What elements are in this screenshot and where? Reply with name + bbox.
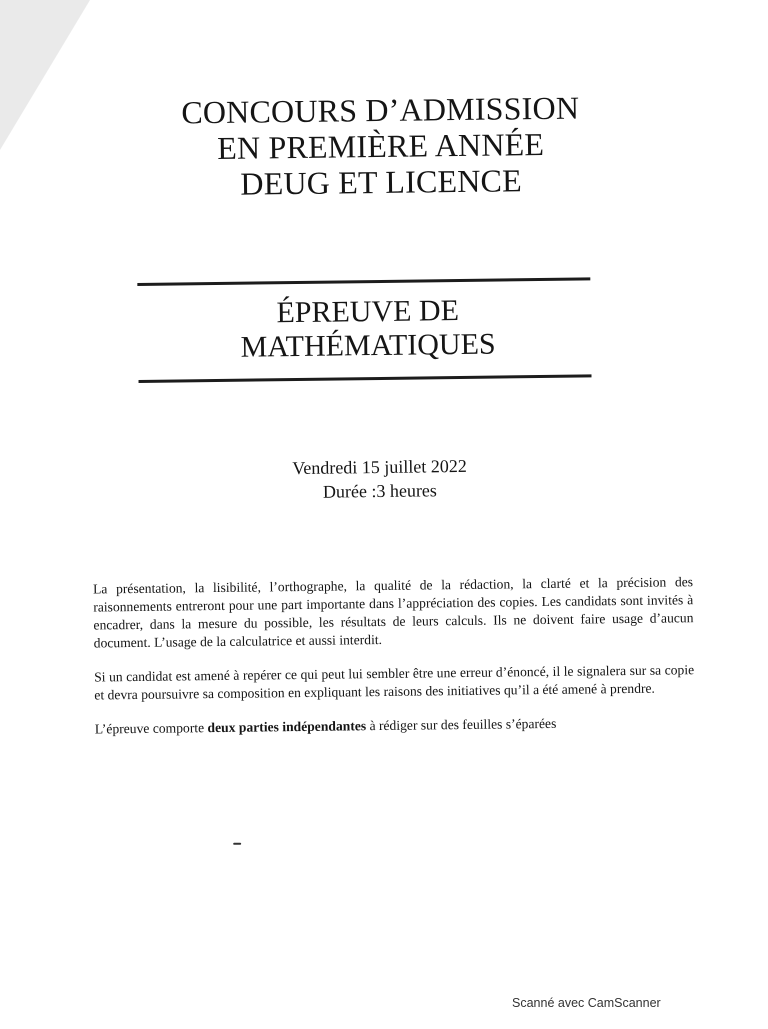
paragraph-3-suffix: à rédiger sur des feuilles s’éparées (366, 715, 557, 734)
camscanner-watermark: Scanné avec CamScanner (512, 996, 661, 1010)
heading-line-1: CONCOURS D’ADMISSION (181, 89, 580, 131)
top-divider-rule (137, 277, 590, 286)
heading-line-2: EN PREMIÈRE ANNÉE (216, 125, 545, 166)
instructions-paragraph-1: La présentation, la lisibilité, l’orthographe, la qualité de la rédaction, la clarté et la précision des raisonnements entreront pour une part importante dans l’appréciation des copies. Les candidats sont invités à encadrer, dans la mesure du possible, les résultats de leurs calculs. Ils ne doivent faire usage d’aucun document. L’usage de la calculatrice et aussi interdit. (92, 574, 694, 651)
instructions-paragraph-2: Si un candidat est amené à repérer ce qui peut lui sembler être une erreur d’énoncé, il le signalera sur sa copie et devra poursuivre sa composition en expliquant les raisons des initiatives qu’il a été amené à prendre. (94, 662, 695, 703)
subject-line-1: ÉPREUVE DE (276, 294, 460, 330)
exam-date-block (229, 453, 530, 505)
subject-line-2: MATHÉMATIQUES (240, 327, 496, 364)
paragraph-3-prefix: L’épreuve comporte (94, 720, 208, 737)
scan-speck (233, 843, 241, 845)
heading-line-3: DEUG ET LICENCE (240, 162, 523, 202)
exam-date: Vendredi 15 juillet 2022 (292, 455, 467, 479)
subject-title (148, 292, 589, 365)
exam-instructions (93, 573, 695, 754)
exam-duration: Durée :3 heures (322, 480, 437, 502)
bottom-divider-rule (139, 374, 592, 383)
competition-heading (145, 89, 616, 203)
paragraph-3-emphasis: deux parties indépendantes (207, 718, 367, 736)
instructions-paragraph-3 (95, 713, 695, 738)
